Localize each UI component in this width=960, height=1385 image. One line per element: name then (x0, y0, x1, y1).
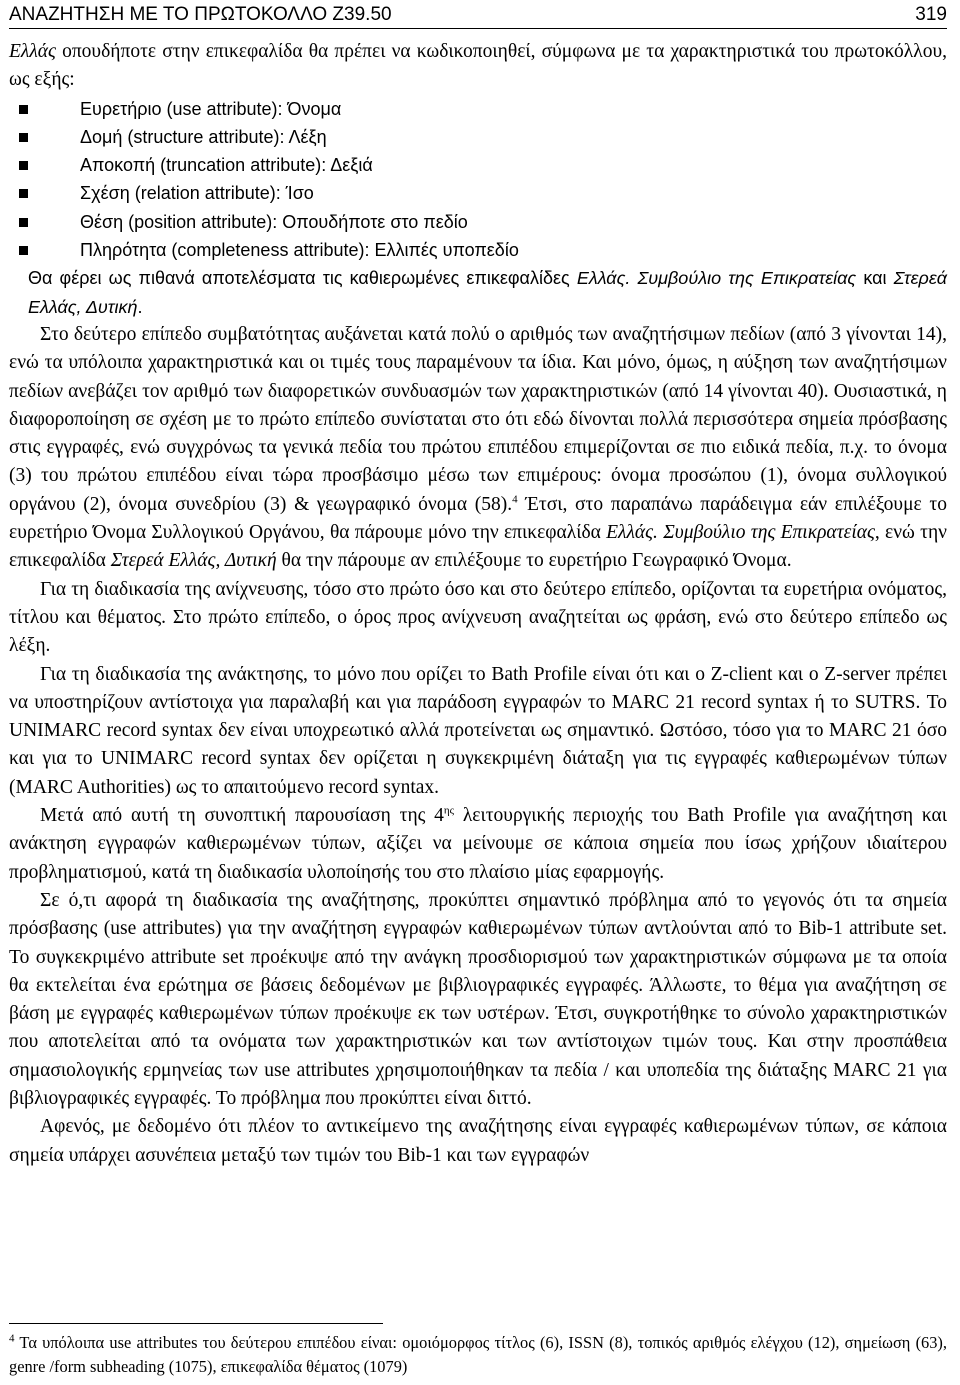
results-heading-1: Ελλάς. Συμβούλιο της Επικρατείας (576, 268, 857, 289)
paragraph-5: Σε ό,τι αφορά τη διαδικασία της αναζήτησης, προκύπτει σημαντικό πρόβλημα από το γεγονός ότι τα σημεία πρόσβασης (use attributes) για την αναζήτηση εγγραφών καθιερωμένων τύπων αντλούνται από το Bib-1 attribute set. Το συγκεκριμένο attribute set προέκυψε από την ανάγκη προσδιορισμού των χαρακτηριστικών σύμφωνα με τα οποία θα εκτελείται ένα ερώτημα σε βάσεις δεδομένων με βιβλιογραφικές εγγραφές. Άλλωστε, το θέμα για αναζήτηση σε βάση με εγγραφές καθιερωμένων τύπων προέκυψε εκ των υστέρων. Έτσι, συγκροτήθηκε το σύνολο χαρακτηριστικών που αποτελείται από τα ονόματα των χαρακτηριστικών και των αντίστοιχων τιμών τους. Και στην προσπάθεια σημασιολογικής ερμηνείας των use attributes χρησιμοποιήθηκαν τα πεδία / και υποπεδία της διάταξης MARC 21 για βιβλιογραφικές εγγραφές. Το πρόβλημα που προκύπτει είναι διττό. (9, 889, 947, 1109)
results-text: Θα φέρει ως πιθανά αποτελέσματα τις καθιερωμένες επικεφαλίδες (28, 268, 577, 289)
page-body (9, 38, 947, 1170)
paragraph-6: Αφενός, με δεδομένο ότι πλέον το αντικείμενο της αναζήτησης είναι εγγραφές καθιερωμένων τύπων, σε κάποια σημεία υπάρχει ασυνέπεια μεταξύ των τιμών του Bib-1 και των εγγραφών (9, 1116, 947, 1166)
page-number: 319 (915, 4, 947, 25)
results-end: . (137, 296, 143, 317)
paragraph-1 (9, 321, 947, 576)
attribute-list (9, 95, 947, 265)
list-item (9, 208, 947, 236)
footnote-separator (9, 1323, 383, 1324)
paragraph-1-text-2: Έτσι, στο παραπάνω παράδειγμα εάν επιλέξουμε το ευρετήριο Όνομα Συλλογικού Οργάνου, θα πάρουμε μόνο την επικεφαλίδα (9, 493, 947, 544)
paragraph-4-text: Μετά από αυτή τη συνοπτική παρουσίαση της 4 (40, 805, 444, 827)
results-heading-2: Στερεά Ελλάς, Δυτική (28, 268, 948, 317)
results-and: και (856, 268, 894, 289)
intro-lead: Ελλάς (9, 41, 56, 62)
list-item (9, 151, 947, 179)
intro-text: οπουδήποτε στην επικεφαλίδα θα πρέπει να κωδικοποιηθεί, σύμφωνα με τα χαρακτηριστικά του πρωτοκόλλου, ως εξής: (9, 41, 947, 91)
paragraph-2: Για τη διαδικασία της ανίχνευσης, τόσο στο πρώτο όσο και στο δεύτερο επίπεδο, ορίζονται τα ευρετήρια ονόματος, τίτλου και θέματος. Στο πρώτο επίπεδο, ο όρος προς ανίχνευση αναζητείται ως φράση, ενώ στο δεύτερο επίπεδο ως λέξη. (9, 578, 947, 657)
list-item (9, 179, 947, 207)
list-item-text: Δομή (structure attribute): Λέξη (80, 126, 327, 147)
paragraph-1-text: Στο δεύτερο επίπεδο συμβατότητας αυξάνεται κατά πολύ ο αριθμός των αναζητήσιμων πεδίων (από 3 γίνονται 14), ενώ τα υπόλοιπα χαρακτηριστικά και οι τιμές τους παραμένουν τα ίδια. Και μόνο, όμως, η αύξηση των αναζητήσιμων πεδίων ανεβάζει τον αριθμό των διαφορετικών συνδυασμών των χαρακτηριστικών (από 14 γίνονται 40). Ουσιαστικά, η διαφοροποίηση σε σχέση με το πρώτο επίπεδο συνίσταται στο ότι εδώ δίνονται πολλά περισσότερα σημεία πρόσβασης στις εγγραφές, ενώ συγχρόνως τα γενικά πεδία του πρώτου επιπέδου επιμερίζονται σε πιο ειδικά πεδία, π.χ. το όνομα (3) του πρώτου επιπέδου είναι τώρα προσβάσιμο μέσω των επιμέρους: όνομα προσώπου (1), όνομα συλλογικού οργάνου (2), όνομα συνεδρίου (3) & γεωγραφικό όνομα (58). (9, 323, 947, 515)
list-item-text: Σχέση (relation attribute): Ίσο (80, 183, 314, 204)
list-item-text: Αποκοπή (truncation attribute): (80, 155, 331, 176)
list-item (9, 123, 947, 151)
results-paragraph (9, 264, 947, 321)
running-header (9, 2, 947, 29)
list-item-text: Ευρετήριο (use attribute): Όνομα (80, 98, 342, 119)
paragraph-1-heading-2: Στερεά Ελλάς, Δυτική (110, 550, 277, 572)
paragraph-1-heading-1: Ελλάς. Συμβούλιο της Επικρατείας (606, 522, 875, 544)
list-item (9, 95, 947, 123)
paragraph-4-text-2: λειτουργικής περιοχής του Bath Profile για αναζήτηση και ανάκτηση εγγραφών καθιερωμένων τύπων, αξίζει να μείνουμε σε κάποια σημεία που ίσως χρήζουν ιδιαίτερου προβληματισμού, κατά τη διαδικασία υλοποίησής του στο πλαίσιο μίας εφαρμογής. (9, 805, 947, 883)
list-item-text: Θέση (position attribute): Οπουδήποτε στο πεδίο (80, 211, 468, 232)
footnote-number: 4 (9, 1332, 15, 1345)
paragraph-1-text-4: θα την πάρουμε αν επιλέξουμε το ευρετήριο Γεωγραφικό Όνομα. (276, 550, 792, 572)
list-item-text: Πληρότητα (completeness attribute): Ελλιπές υποπεδίο (80, 240, 519, 261)
paragraph-3: Για τη διαδικασία της ανάκτησης, το μόνο που ορίζει το Bath Profile είναι ότι και ο Z-client και ο Z-server πρέπει να υποστηρίζουν αντίστοιχα για παραλαβή και για παράδοση εγγραφών το MARC 21 record syntax ή το SUTRS. Το UNIMARC record syntax δεν είναι υποχρεωτικό αλλά προτείνεται ως σημαντικό. Ωστόσο, τόσο για το MARC 21 όσο και για το UNIMARC record syntax δεν ορίζεται η συγκεκριμένη διάταξη για τις εγγραφές καθιερωμένων τύπων (MARC Authorities) ως το απαιτούμενο record syntax. (9, 663, 947, 798)
list-item-value: Δεξιά (330, 155, 373, 176)
paragraph-4 (9, 802, 947, 887)
intro-paragraph (9, 38, 947, 95)
footnote-paragraph (9, 1331, 947, 1379)
paragraph-1-text-3: , ενώ την επικεφαλίδα (9, 522, 947, 572)
footnote-ref: 4 (512, 493, 518, 506)
header-title: ΑΝΑΖΗΤΗΣΗ ΜΕ ΤΟ ΠΡΩΤΟΚΟΛΛΟ Ζ39.50 (9, 4, 392, 25)
list-item (9, 236, 947, 264)
footnote-text: Τα υπόλοιπα use attributes του δεύτερου επιπέδου είναι: ομοιόμορφος τίτλος (6), ISSN (8), τοπικός αριθμός ελέγχου (12), σημείωση (63), genre /form subheading (1075), επικεφαλίδα θέματος (1079) (9, 1333, 947, 1376)
footnote (9, 1331, 947, 1379)
ordinal-suffix: ης (443, 804, 455, 817)
